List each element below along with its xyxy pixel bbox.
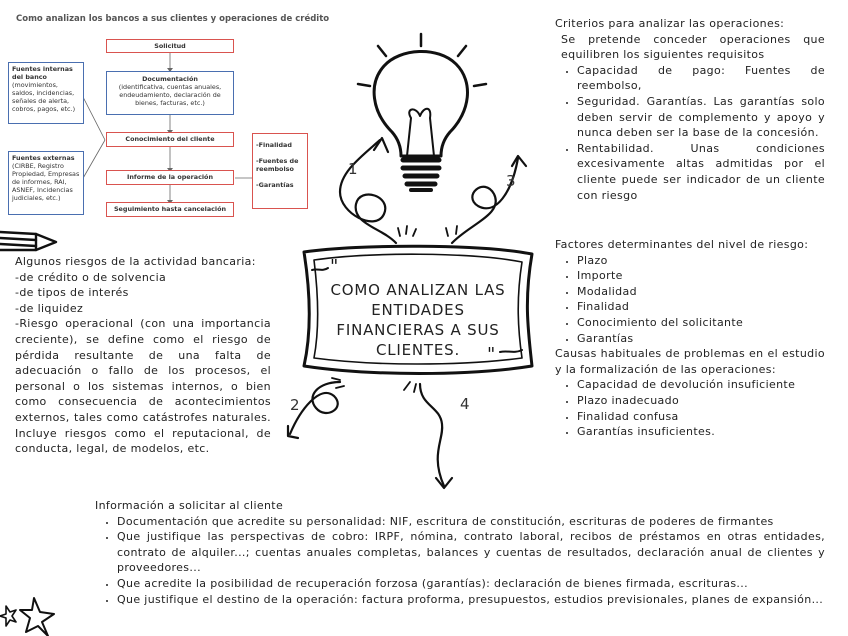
list-item: • Finalidad confusa [577,409,825,425]
svg-text:": " [330,256,339,277]
fuentes-internas-box: Fuentes internas del banco (movimientos, saldos, incidencias, señales de alerta, cobros, pagos, etc.) [8,62,84,124]
fuentes-externas-box: Fuentes externas (CIRBE, Registro Propiedad, Empresas de informes, RAI, ASNEF, Incidencias judiciales, etc.) [8,151,84,215]
seguimiento-box: Seguimiento hasta cancelación [106,202,234,217]
list-item: • Conocimiento del solicitante [577,315,825,331]
number-4: 4 [460,395,470,413]
informacion-section [95,498,825,607]
criterios-list [555,63,825,203]
list-item: • Importe [577,268,825,284]
list-item: • Plazo [577,253,825,269]
informacion-heading: Información a solicitar al cliente [95,499,284,512]
criterios-heading: Criterios para analizar las operaciones: [555,17,785,30]
number-2: 2 [290,396,300,414]
criterios-section [555,16,825,203]
star-icon [0,598,54,636]
svg-text:": " [487,344,496,365]
criterios-intro: Se pretende conceder operaciones que equilibren los siguientes requisitos [561,32,825,62]
list-item: • Garantías [577,331,825,347]
lightbulb-icon [358,34,486,190]
list-item: • Finalidad [577,299,825,315]
list-item: • Que acredite la posibilidad de recuperación forzosa (garantías): declaración de bienes firmada, escrituras... [117,576,825,592]
list-item: • Que justifique el destino de la operación: factura proforma, presupuestos, estudios previsionales, planes de expansión... [117,592,825,608]
list-item: • Modalidad [577,284,825,300]
riesgos-section [15,254,271,457]
solicitud-box: Solicitud [106,39,234,53]
riesgo-line: -de tipos de interés [15,286,129,300]
informe-box: Informe de la operación [106,170,234,185]
documentacion-box: Documentación (identificativa, cuentas anuales, endeudamiento, declaración de bienes, facturas, etc.) [106,71,234,115]
list-item: • Documentación que acredite su personalidad: NIF, escritura de constitución, escrituras de poderes de firmantes [117,514,825,530]
central-title: COMO ANALIZAN LAS ENTIDADES FINANCIERAS A SUS CLIENTES. [330,281,506,359]
list-item: • Rentabilidad. Unas condiciones excesivamente altas admitidas por el cliente puede ser indicador de un cliente con riesgo [577,141,825,203]
causas-list [555,377,825,439]
flow-title: Como analizan los bancos a sus clientes y operaciones de crédito [16,14,330,24]
list-item: • Capacidad de devolución insuficiente [577,377,825,393]
number-1: 1 [348,160,358,178]
informacion-list [95,514,825,608]
causas-heading: Causas habituales de problemas en el estudio y la formalización de las operaciones: [555,347,825,376]
list-item: • Seguridad. Garantías. Las garantías solo deben servir de complemento y apoyo y nunca deben ser la base de la concesión. [577,94,825,141]
list-item: • Garantías insuficientes. [577,424,825,440]
conocimiento-box: Conocimiento del cliente [106,132,234,147]
riesgo-operacional: -Riesgo operacional (con una importancia creciente), se define como el riesgo de pérdida resultante de una falta de adecuación o fallo de los procesos, el personal o los sistemas internos, o bien como consecuencia de acontecimientos externos, tales como catástrofes naturales. Incluye riesgos como el reputacional, de conducta, legal, de modelos, etc. [15,317,271,456]
factores-section [555,237,825,440]
factores-list [555,253,825,347]
finalidad-box: -Finalidad -Fuentes de reembolso -Garantías [252,133,308,209]
riesgos-heading: Algunos riesgos de la actividad bancaria: [15,255,256,268]
riesgo-line: -de liquidez [15,301,84,315]
list-item: • Plazo inadecuado [577,393,825,409]
number-3: 3 [506,172,516,190]
riesgo-line: -de crédito o de solvencia [15,270,167,284]
list-item: • Que justifique las perspectivas de cobro: IRPF, nómina, contrato laboral, recibos de préstamos en otras entidades, contrato de alquiler...; cuentas anuales completas, balances y cuentas de resultados, declaración anual de clientes y proveedores... [117,529,825,576]
list-item: • Capacidad de pago: Fuentes de reembolso, [577,63,825,94]
pencil-icon [0,232,56,250]
factores-heading: Factores determinantes del nivel de riesgo: [555,238,809,251]
